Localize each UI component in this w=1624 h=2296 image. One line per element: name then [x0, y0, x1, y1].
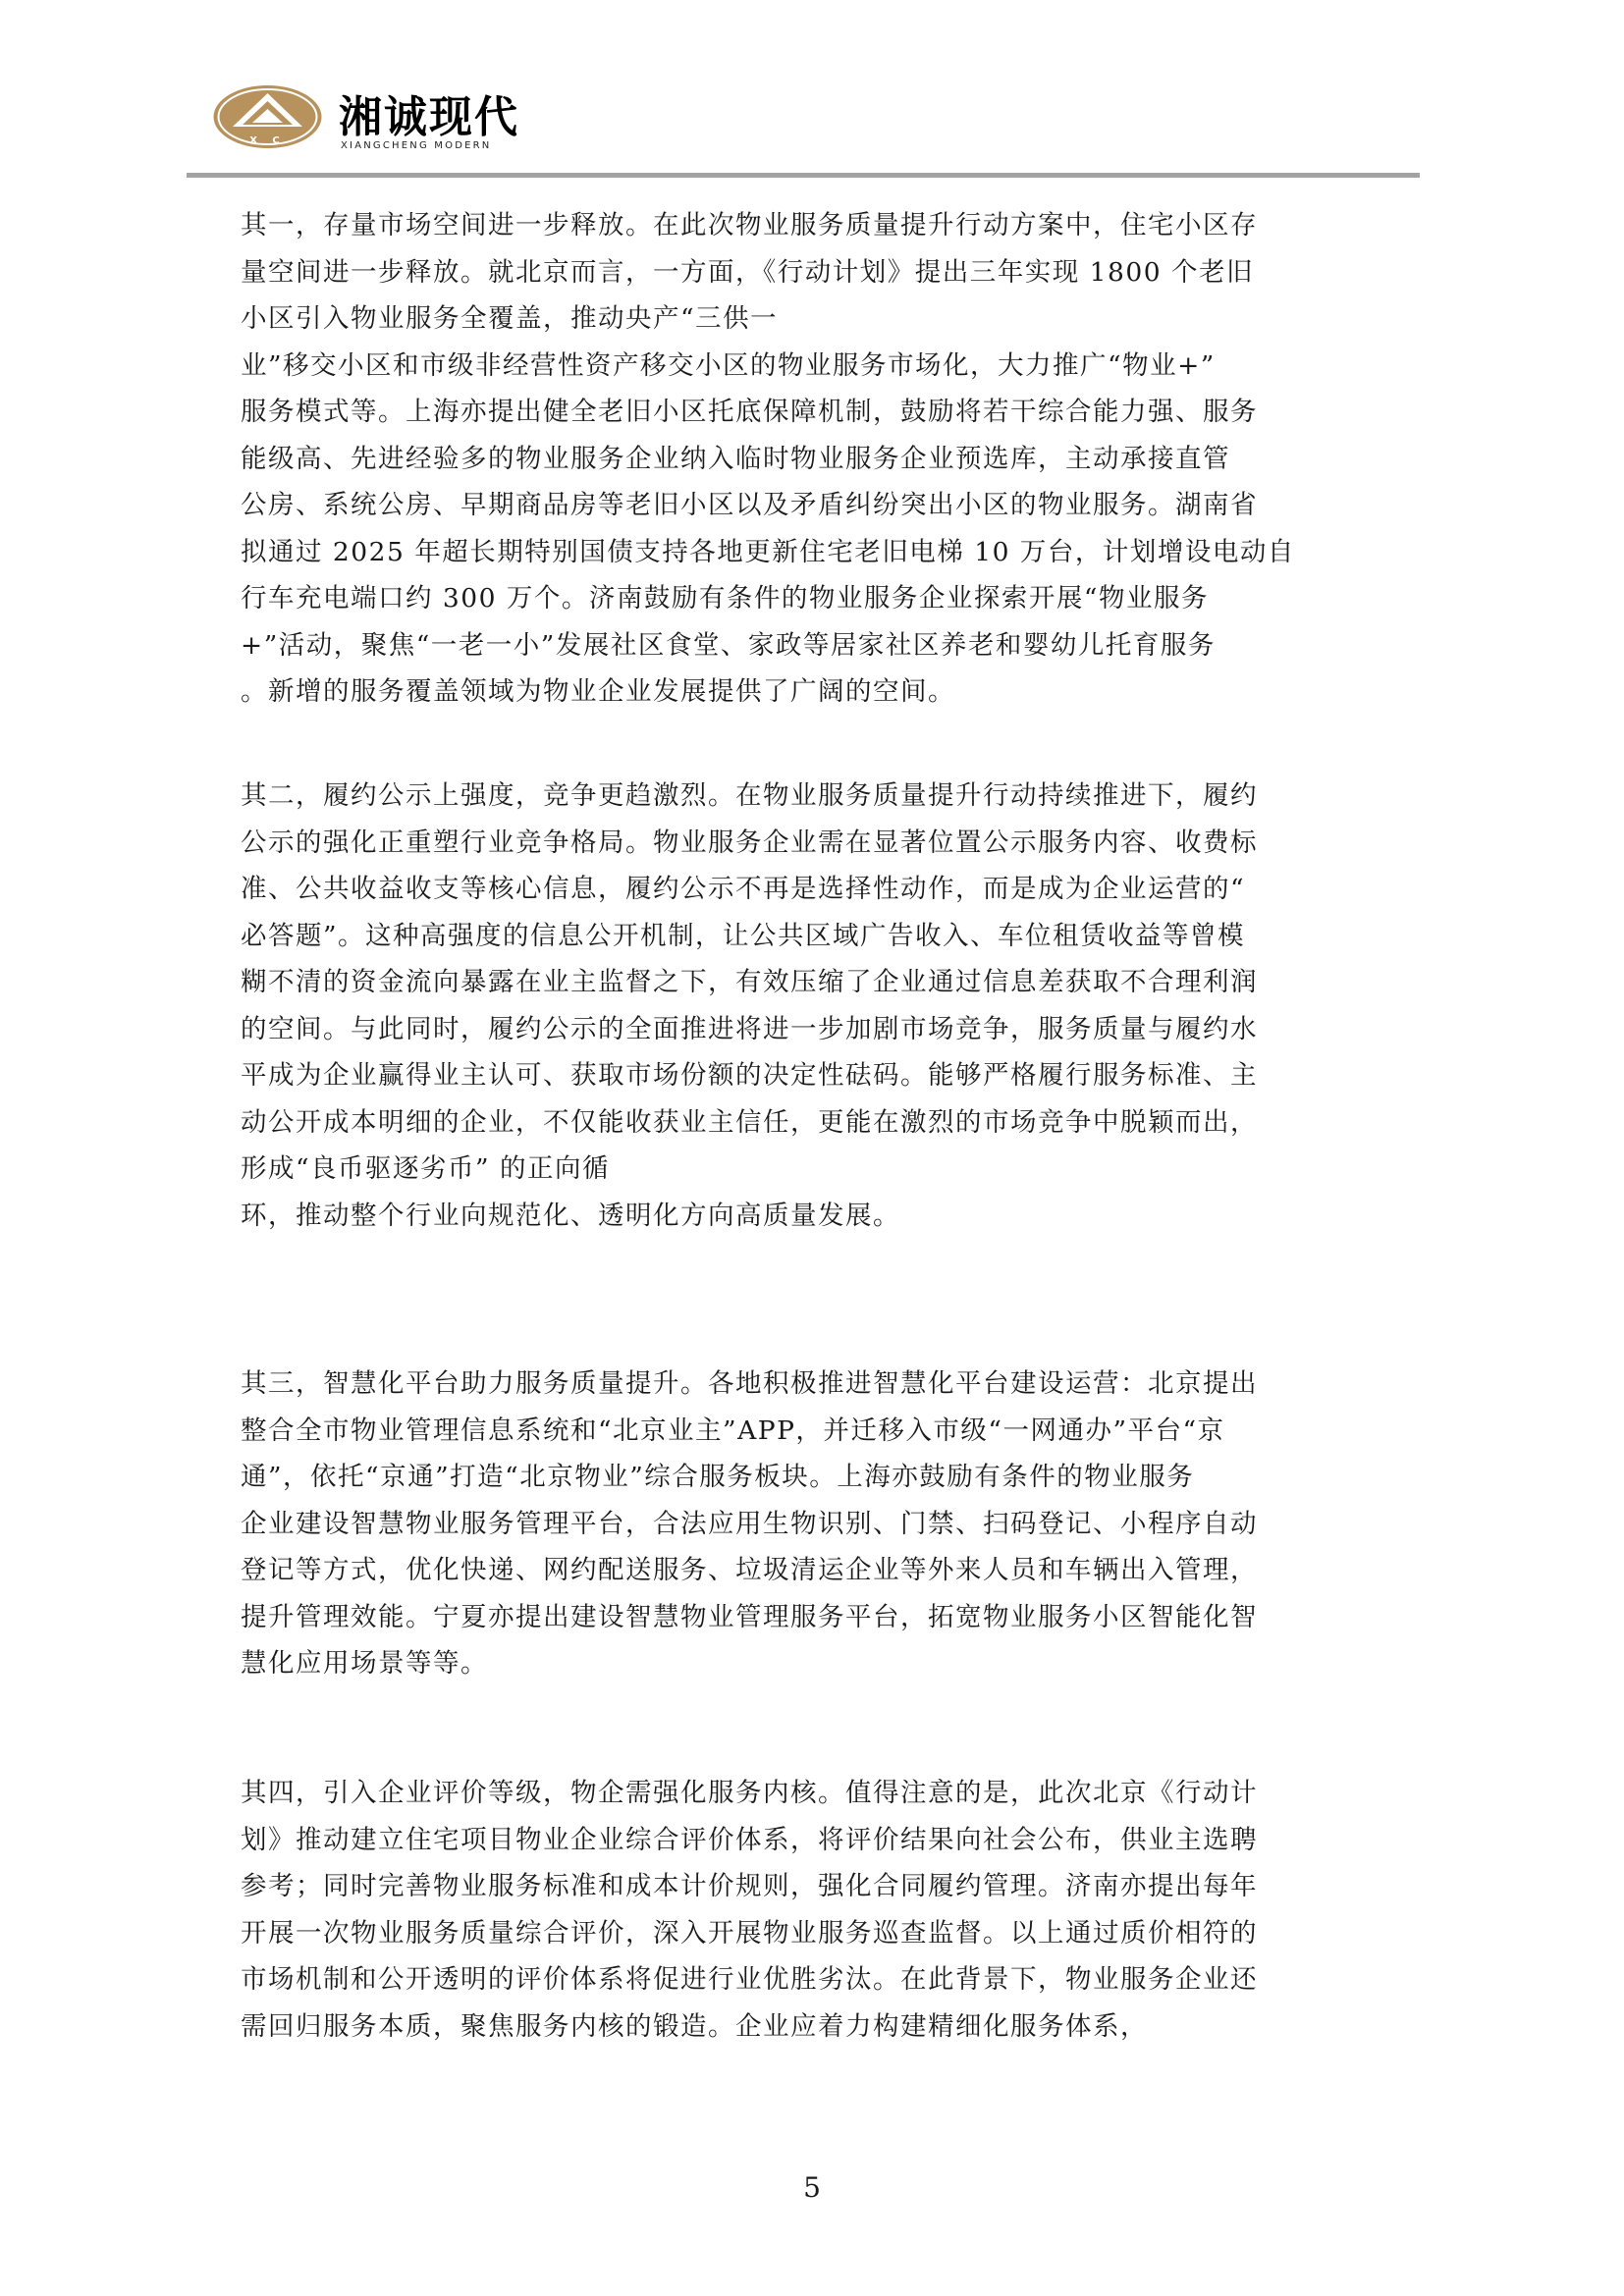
text-line: 动公开成本明细的企业，不仅能收获业主信任，更能在激烈的市场竞争中脱颖而出，	[241, 1106, 1258, 1138]
text-line: 必答题”。这种高强度的信息公开机制，让公共区域广告收入、车位租赁收益等曾模	[241, 920, 1246, 951]
paragraph-2	[241, 773, 1389, 1239]
text-line: 其三，智慧化平台助力服务质量提升。各地积极推进智慧化平台建设运营：北京提出	[241, 1368, 1258, 1399]
text-line: 平成为企业赢得业主认可、获取市场份额的决定性砝码。能够严格履行服务标准、主	[241, 1060, 1258, 1091]
text-line: 行车充电端口约 300 万个。济南鼓励有条件的物业服务企业探索开展“物业服务	[241, 583, 1209, 614]
text-line: 。新增的服务覆盖领域为物业企业发展提供了广阔的空间。	[241, 676, 955, 707]
text-line: 通”，依托“京通”打造“北京物业”综合服务板块。上海亦鼓励有条件的物业服务	[241, 1462, 1195, 1492]
header-divider	[187, 173, 1420, 178]
text-line: 服务模式等。上海亦提出健全老旧小区托底保障机制，鼓励将若干综合能力强、服务	[241, 397, 1258, 427]
paragraph-4	[241, 1770, 1389, 2050]
text-line: 小区引入物业服务全覆盖，推动央产“三供一	[241, 303, 779, 334]
text-line: 糊不清的资金流向暴露在业主监督之下，有效压缩了企业通过信息差获取不合理利润	[241, 967, 1258, 997]
text-line: 量空间进一步释放。就北京而言，一方面，《行动计划》提出三年实现 1800 个老旧	[241, 256, 1255, 288]
text-line: 其二，履约公示上强度，竞争更趋激烈。在物业服务质量提升行动持续推进下，履约	[241, 780, 1258, 811]
text-line: 能级高、先进经验多的物业服务企业纳入临时物业服务企业预选库，主动承接直管	[241, 443, 1230, 474]
text-line: 市场机制和公开透明的评价体系将促进行业优胜劣汰。在此背景下，物业服务企业还	[241, 1964, 1258, 1995]
text-line: 形成“良币驱逐劣币” 的正向循	[241, 1153, 611, 1184]
text-line: 拟通过 2025 年超长期特别国债支持各地更新住宅老旧电梯 10 万台，计划增设电动自	[241, 536, 1295, 567]
paragraph-3	[241, 1361, 1389, 1687]
text-line: 登记等方式，优化快递、网约配送服务、垃圾清运企业等外来人员和车辆出入管理，	[241, 1555, 1258, 1585]
text-line: 企业建设智慧物业服务管理平台，合法应用生物识别、门禁、扫码登记、小程序自动	[241, 1508, 1258, 1539]
page-number: 5	[803, 2171, 821, 2204]
brand-name-cn: 湘诚现代	[339, 92, 519, 142]
text-line: 环，推动整个行业向规范化、透明化方向高质量发展。	[241, 1200, 900, 1231]
text-line: 准、公共收益收支等核心信息，履约公示不再是选择性动作，而是成为企业运营的“	[241, 874, 1246, 904]
paragraph-1	[241, 202, 1389, 716]
text-line: 开展一次物业服务质量综合评价，深入开展物业服务巡查监督。以上通过质价相符的	[241, 1917, 1258, 1949]
letterhead	[187, 54, 599, 162]
text-line: 的空间。与此同时，履约公示的全面推进将进一步加剧市场竞争，服务质量与履约水	[241, 1013, 1258, 1044]
text-line: 公示的强化正重塑行业竞争格局。物业服务企业需在显著位置公示服务内容、收费标	[241, 827, 1258, 858]
text-line: 其一，存量市场空间进一步释放。在此次物业服务质量提升行动方案中，住宅小区存	[241, 210, 1258, 240]
text-line: 慧化应用场景等等。	[241, 1648, 488, 1679]
brand-name-en: XIANGCHENG MODERN	[341, 140, 492, 151]
xiangcheng-logo-icon	[211, 83, 324, 150]
logo-letters: X C	[249, 135, 286, 146]
text-line: 需回归服务本质，聚焦服务内核的锻造。企业应着力构建精细化服务体系，	[241, 2010, 1148, 2042]
text-line: 划》推动建立住宅项目物业企业综合评价体系，将评价结果向社会公布，供业主选聘	[241, 1824, 1258, 1855]
text-line: 公房、系统公房、早期商品房等老旧小区以及矛盾纠纷突出小区的物业服务。湖南省	[241, 490, 1258, 520]
text-line: 整合全市物业管理信息系统和“北京业主”APP，并迁移入市级“一网通办”平台“京	[241, 1415, 1225, 1446]
text-line: 参考；同时完善物业服务标准和成本计价规则，强化合同履约管理。济南亦提出每年	[241, 1871, 1258, 1901]
text-line: +”活动，聚焦“一老一小”发展社区食堂、家政等居家社区养老和婴幼儿托育服务	[241, 629, 1216, 661]
text-line: 业”移交小区和市级非经营性资产移交小区的物业服务市场化，大力推广“物业+”	[241, 349, 1216, 381]
text-line: 提升管理效能。宁夏亦提出建设智慧物业管理服务平台，拓宽物业服务小区智能化智	[241, 1601, 1258, 1632]
text-line: 其四，引入企业评价等级，物企需强化服务内核。值得注意的是，此次北京《行动计	[241, 1778, 1258, 1808]
